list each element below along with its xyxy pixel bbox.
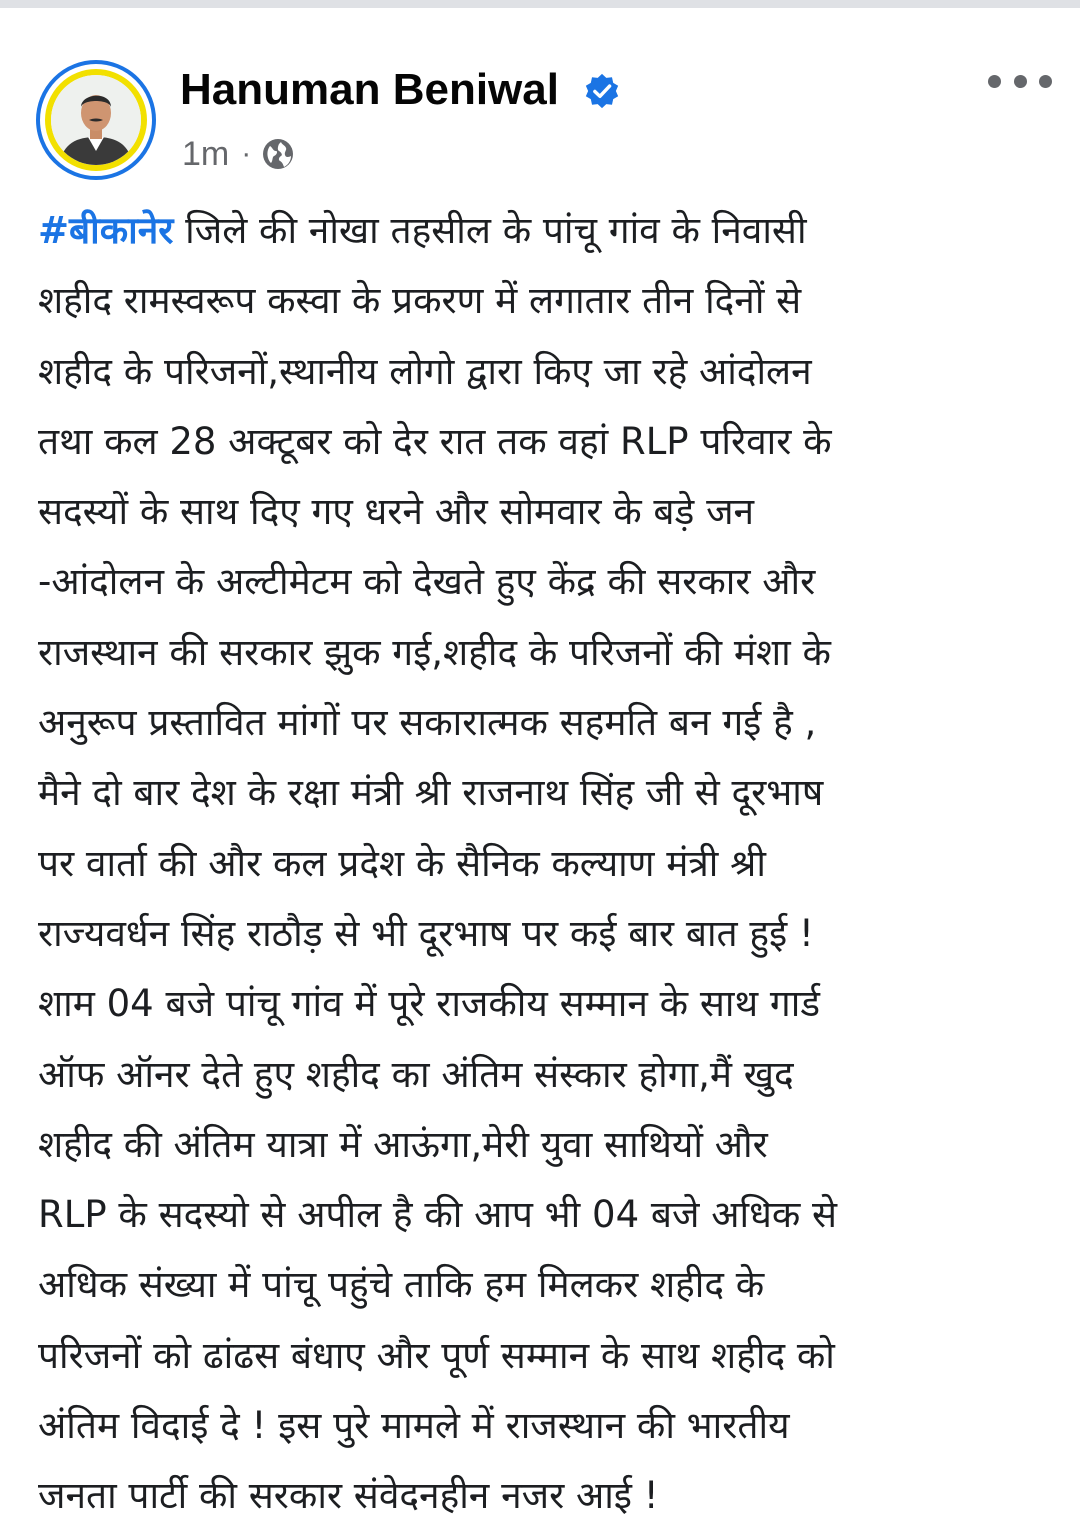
post-text-line: राज्यवर्धन सिंह राठौड़ से भी दूरभाष पर कई बार बात हुई ! (38, 911, 814, 955)
post-text-line (38, 196, 1038, 266)
post-text-line: शहीद रामस्वरूप कस्वा के प्रकरण में लगातार तीन दिनों से (38, 279, 802, 323)
more-options-icon (988, 75, 1001, 88)
verified-badge-icon (583, 72, 621, 110)
hashtag-link[interactable]: #बीकानेर (38, 209, 174, 252)
avatar-portrait-icon (51, 75, 141, 165)
post-text-segment: जिले की नोखा तहसील के पांचू गांव के निवासी (173, 209, 807, 252)
post-text-line: परिजनों को ढांढस बंधाए और पूर्ण सम्मान के साथ शहीद को (38, 1333, 835, 1377)
post-header (0, 8, 1080, 180)
profile-photo-avatar (45, 69, 147, 171)
post-text-line: अनुरूप प्रस्तावित मांगों पर सकारात्मक सहमति बन गई है , (38, 701, 817, 745)
post-text-line: राजस्थान की सरकार झुक गई,शहीद के परिजनों की मंशा के (38, 630, 831, 674)
post-text (38, 196, 1038, 1532)
post-text-line: सदस्यों के साथ दिए गए धरने और सोमवार के बड़े जन (38, 490, 755, 534)
post-text-line: ऑफ ऑनर देते हुए शहीद का अंतिम संस्कार होगा,मैं खुद (38, 1052, 794, 1096)
post-text-line: जनता पार्टी की सरकार संवेदनहीन नजर आई ! (38, 1474, 659, 1518)
post-text-line: RLP के सदस्यो से अपील है की आप भी 04 बजे अधिक से (38, 1193, 838, 1237)
post-text-line: शाम 04 बजे पांचू गांव में पूरे राजकीय सम्मान के साथ गार्ड (38, 982, 821, 1026)
author-name[interactable]: Hanuman Beniwal (180, 65, 559, 114)
more-options-button[interactable] (988, 66, 1052, 96)
author-avatar[interactable] (36, 60, 156, 180)
more-options-dot (1014, 75, 1027, 88)
post-text-line: तथा कल 28 अक्टूबर को देर रात तक वहां RLP परिवार के (38, 419, 832, 463)
meta-separator: · (241, 137, 252, 170)
globe-icon[interactable] (261, 137, 295, 171)
post-text-line: अधिक संख्या में पांचू पहुंचे ताकि हम मिलकर शहीद के (38, 1263, 765, 1307)
more-options-dot (1039, 75, 1052, 88)
post-text-line: अंतिम विदाई दे ! इस पुरे मामले में राजस्थान की भारतीय (38, 1404, 790, 1448)
post-meta (182, 132, 295, 176)
post-text-line: पर वार्ता की और कल प्रदेश के सैनिक कल्याण मंत्री श्री (38, 841, 766, 885)
top-divider-strip (0, 0, 1080, 8)
post-text-line: शहीद की अंतिम यात्रा में आऊंगा,मेरी युवा साथियों और (38, 1122, 768, 1166)
post-text-line: शहीद के परिजनों,स्थानीय लोगो द्वारा किए जा रहे आंदोलन (38, 349, 812, 393)
post-text-line: मैने दो बार देश के रक्षा मंत्री श्री राजनाथ सिंह जी से दूरभाष (38, 771, 824, 815)
post-timestamp[interactable]: 1m (182, 134, 230, 173)
post-text-line: -आंदोलन के अल्टीमेटम को देखते हुए केंद्र की सरकार और (38, 560, 816, 604)
